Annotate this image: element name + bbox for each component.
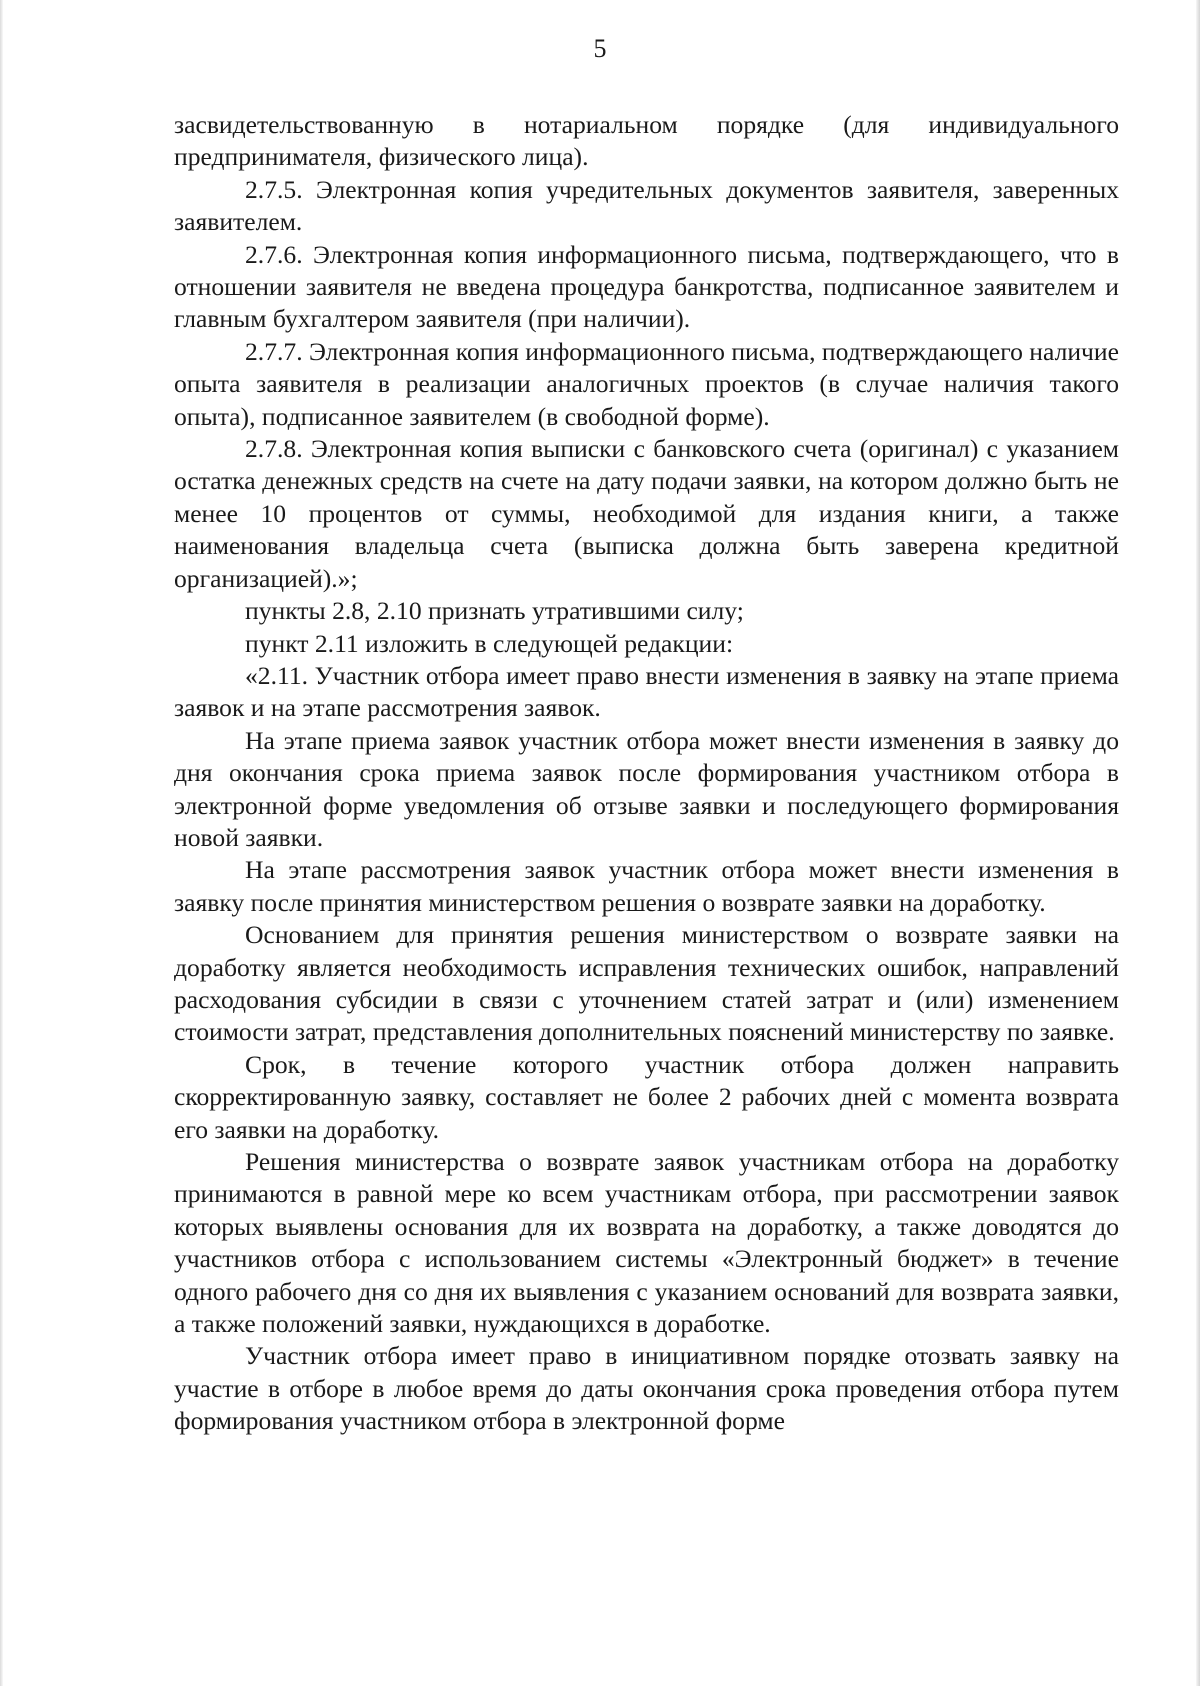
- paragraph: Участник отбора имеет право в инициативном порядке отозвать заявку на участие в отборе в любое время до даты окончания срока проведения отбора путем формирования участником отбора в электронной форме: [174, 1341, 1119, 1436]
- scan-edge-right: [1196, 0, 1200, 1686]
- paragraph: пункт 2.11 изложить в следующей редакции:: [245, 628, 734, 658]
- body-text: [174, 109, 1119, 1438]
- paragraph: пункты 2.8, 2.10 признать утратившими силу;: [245, 596, 744, 626]
- paragraph: Основанием для принятия решения министерством о возврате заявки на доработку является необходимость исправления технических ошибок, направлений расходования субсидии в связи с уточнением статей затрат и (или) изменением стоимости затрат, представления дополнительных пояснений министерству по заявке.: [174, 920, 1119, 1047]
- paragraph: «2.11. Участник отбора имеет право внести изменения в заявку на этапе приема заявок и на этапе рассмотрения заявок.: [174, 660, 1119, 723]
- paragraph: На этапе приема заявок участник отбора может внести изменения в заявку до дня окончания срока приема заявок после формирования участником отбора в электронной форме уведомления об отзыве заявки и последующего формирования новой заявки.: [174, 725, 1119, 852]
- paragraph: 2.7.6. Электронная копия информационного письма, подтверждающего, что в отношении заявителя не введена процедура банкротства, подписанное заявителем и главным бухгалтером заявителя (при наличии).: [174, 239, 1119, 334]
- scan-edge-left: [0, 0, 3, 1686]
- paragraph: засвидетельствованную в нотариальном порядке (для индивидуального предпринимателя, физического лица).: [174, 110, 1119, 172]
- paragraph: 2.7.7. Электронная копия информационного письма, подтверждающего наличие опыта заявителя в реализации аналогичных проектов (в случае наличия такого опыта), подписанное заявителем (в свободной форме).: [174, 336, 1119, 431]
- page-number: 5: [593, 34, 607, 63]
- paragraph: 2.7.8. Электронная копия выписки с банковского счета (оригинал) с указанием остатка денежных средств на счете на дату подачи заявки, на котором должно быть не менее 10 процентов от суммы, необходимой для издания книги, а также наименования владельца счета (выписка должна быть заверена кредитной организацией).»;: [174, 434, 1119, 593]
- paragraph: На этапе рассмотрения заявок участник отбора может внести изменения в заявку после принятия министерством решения о возврате заявки на доработку.: [174, 855, 1119, 917]
- paragraph: Решения министерства о возврате заявок участникам отбора на доработку принимаются в равной мере ко всем участникам отбора, при рассмотрении заявок которых выявлены основания для их возврата на доработку, а также доводятся до участников отбора с использованием системы «Электронный бюджет» в течение одного рабочего дня со дня их выявления с указанием оснований для возврата заявки, а также положений заявки, нуждающихся в доработке.: [174, 1147, 1119, 1339]
- paragraph: 2.7.5. Электронная копия учредительных документов заявителя, заверенных заявителем.: [174, 174, 1119, 237]
- paragraph: Срок, в течение которого участник отбора должен направить скорректированную заявку, составляет не более 2 рабочих дней с момента возврата его заявки на доработку.: [174, 1049, 1119, 1144]
